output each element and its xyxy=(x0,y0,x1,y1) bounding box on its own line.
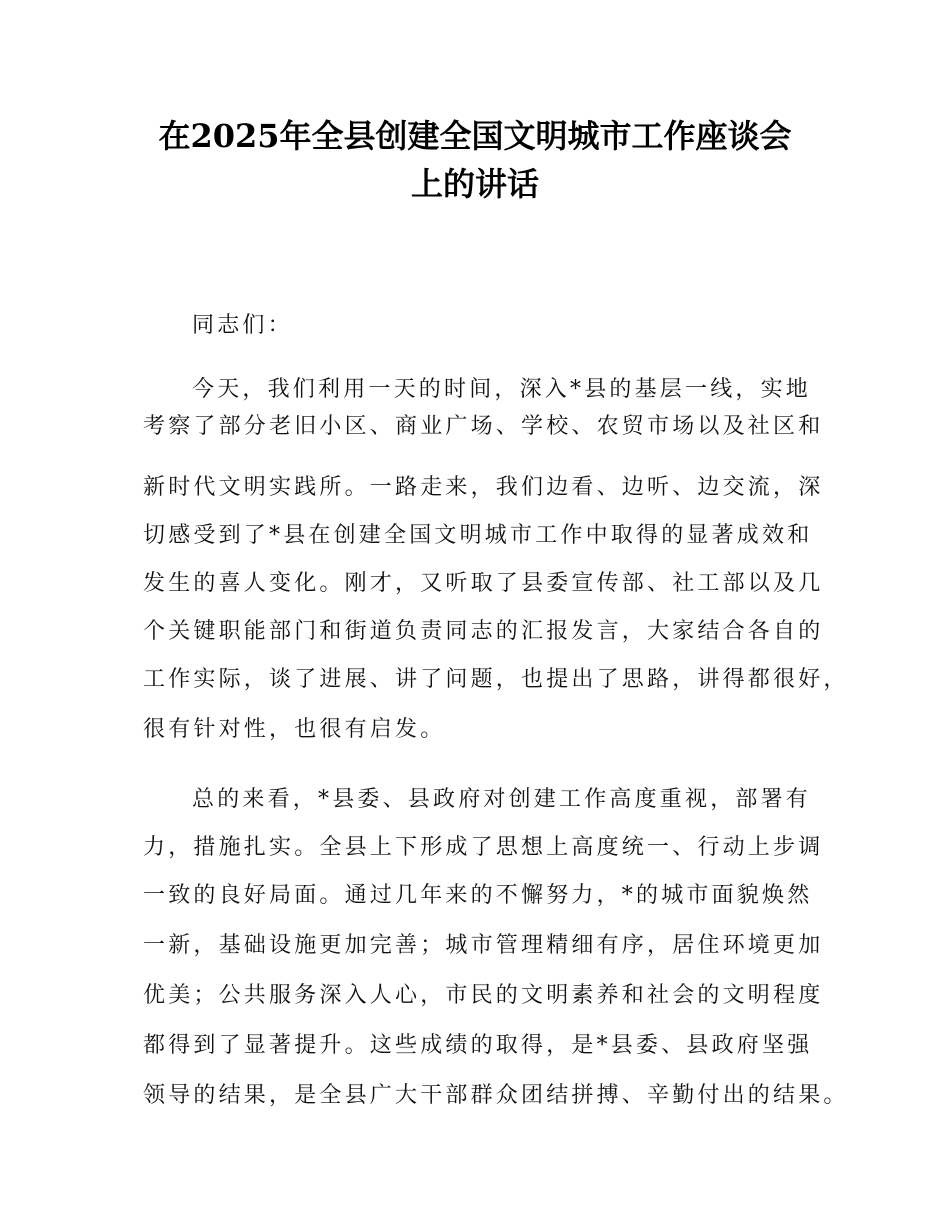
paragraph-line: 考察了部分老旧小区、商业广场、学校、农贸市场以及社区和 xyxy=(143,414,824,439)
salutation: 同志们： xyxy=(192,313,293,338)
paragraph-line: 领导的结果，是全县广大干部群众团结拼搏、辛勤付出的结果。 xyxy=(143,1083,849,1108)
paragraph-line: 很有针对性，也很有启发。 xyxy=(143,717,446,742)
paragraph-line: 发生的喜人变化。刚才，又听取了县委宣传部、社工部以及几 xyxy=(143,571,824,596)
title-line-1: 在2025年全县创建全国文明城市工作座谈会 xyxy=(158,117,792,155)
paragraph-line: 切感受到了*县在创建全国文明城市工作中取得的显著成效和 xyxy=(143,523,813,548)
document-title xyxy=(0,112,950,208)
paragraph-line: 新时代文明实践所。一路走来，我们边看、边听、边交流，深 xyxy=(143,475,824,500)
paragraph-line: 今天，我们利用一天的时间，深入*县的基层一线，实地 xyxy=(192,377,812,402)
paragraph-line: 总的来看，*县委、县政府对创建工作高度重视，部署有 xyxy=(192,787,812,812)
paragraph-line: 一新，基础设施更加完善；城市管理精细有序，居住环境更加 xyxy=(143,933,824,958)
title-line-2: 上的讲话 xyxy=(410,165,539,203)
paragraph-line: 都得到了显著提升。这些成绩的取得，是*县委、县政府坚强 xyxy=(143,1033,813,1058)
paragraph-line: 优美；公共服务深入人心，市民的文明素养和社会的文明程度 xyxy=(143,983,824,1008)
paragraph-line: 力，措施扎实。全县上下形成了思想上高度统一、行动上步调 xyxy=(143,835,824,860)
paragraph-line: 一致的良好局面。通过几年来的不懈努力，*的城市面貌焕然 xyxy=(143,883,813,908)
paragraph-line: 个关键职能部门和街道负责同志的汇报发言，大家结合各自的 xyxy=(143,619,824,644)
paragraph-line: 工作实际，谈了进展、讲了问题，也提出了思路，讲得都很好， xyxy=(143,667,849,692)
